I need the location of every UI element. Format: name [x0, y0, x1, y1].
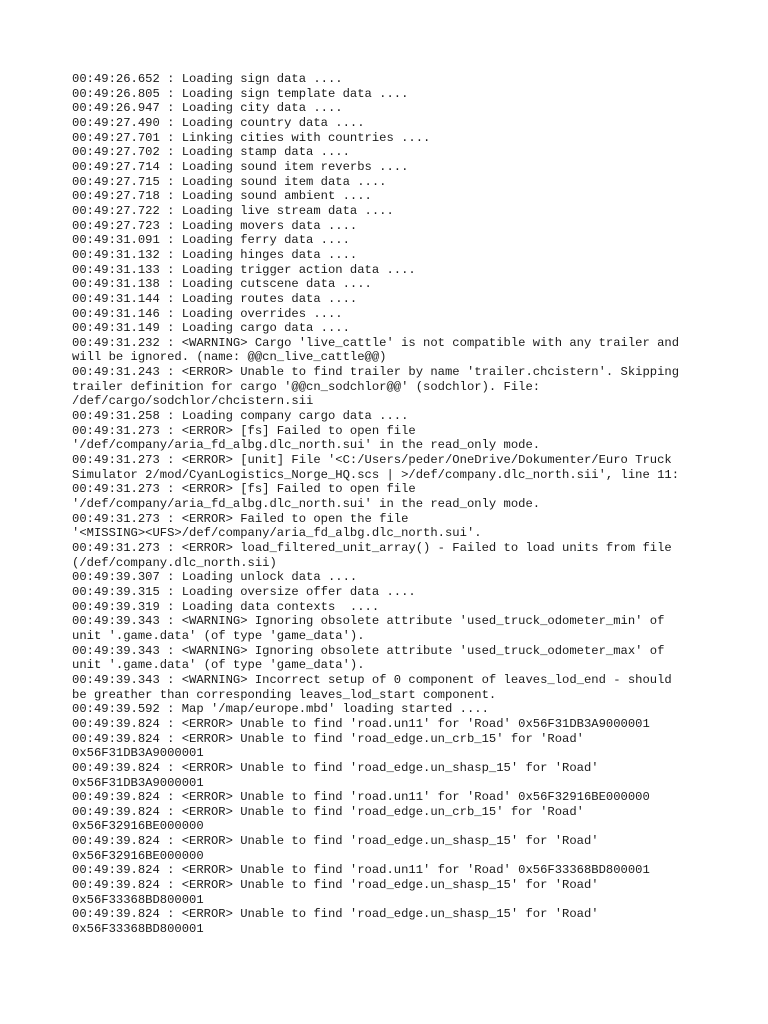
- log-line: 00:49:39.315 : Loading oversize offer data ....: [72, 584, 416, 599]
- log-line: 00:49:39.343 : <WARNING> Ignoring obsolete attribute 'used_truck_odometer_min' of unit '.game.data' (of type 'game_data').: [72, 614, 665, 643]
- log-line: 00:49:39.319 : Loading data contexts ....: [72, 599, 380, 614]
- log-line: 00:49:27.718 : Loading sound ambient ....: [72, 189, 372, 204]
- log-line: 00:49:31.146 : Loading overrides ....: [72, 306, 343, 321]
- log-line: 00:49:31.149 : Loading cargo data ....: [72, 321, 350, 336]
- log-line: 00:49:27.714 : Loading sound item reverbs ....: [72, 159, 409, 174]
- log-line: 00:49:31.132 : Loading hinges data ....: [72, 247, 358, 262]
- log-line: 00:49:39.824 : <ERROR> Unable to find 'road.un11' for 'Road' 0x56F32916BE000000: [72, 790, 650, 805]
- log-line: 00:49:39.824 : <ERROR> Unable to find 'road_edge.un_shasp_15' for 'Road' 0x56F33368BD800001: [72, 907, 599, 937]
- log-line: 00:49:39.824 : <ERROR> Unable to find 'road_edge.un_crb_15' for 'Road' 0x56F32916BE000000: [72, 804, 584, 834]
- log-line: 00:49:31.258 : Loading company cargo data ....: [72, 409, 409, 424]
- log-line: 00:49:27.490 : Loading country data ....: [72, 115, 365, 130]
- log-line: 00:49:31.232 : <WARNING> Cargo 'live_cattle' is not compatible with any trailer and will be ignored. (name: @@cn_live_cattle@@): [72, 335, 680, 365]
- log-line: 00:49:31.273 : <ERROR> [fs] Failed to open file '/def/company/aria_fd_albg.dlc_north.sui' in the read_only mode.: [72, 423, 541, 453]
- log-line: 00:49:27.723 : Loading movers data ....: [72, 218, 358, 233]
- log-line: 00:49:27.701 : Linking cities with countries ....: [72, 130, 431, 145]
- log-line: 00:49:39.824 : <ERROR> Unable to find 'road_edge.un_crb_15' for 'Road' 0x56F31DB3A9000001: [72, 731, 584, 761]
- log-line: 00:49:31.144 : Loading routes data ....: [72, 291, 358, 306]
- log-line: 00:49:31.273 : <ERROR> Failed to open the file '<MISSING><UFS>/def/company/aria_fd_albg.dlc_north.sui'.: [72, 511, 482, 541]
- log-line: 00:49:39.307 : Loading unlock data ....: [72, 570, 358, 585]
- log-line: 00:49:31.133 : Loading trigger action data ....: [72, 262, 416, 277]
- log-line: 00:49:39.343 : <WARNING> Incorrect setup of 0 component of leaves_lod_end - should be greather than corresponding leaves_lod_start component.: [72, 672, 672, 702]
- log-line: 00:49:26.805 : Loading sign template data ....: [72, 86, 409, 101]
- log-line: 00:49:31.273 : <ERROR> [fs] Failed to open file '/def/company/aria_fd_albg.dlc_north.sui' in the read_only mode.: [72, 482, 541, 512]
- log-line: 00:49:31.243 : <ERROR> Unable to find trailer by name 'trailer.chcistern'. Skipping trailer definition for cargo '@@cn_sodchlor@@' (sodchlor). File: /def/cargo/sodchlor/chcistern.sii: [72, 365, 680, 409]
- log-line: 00:49:39.824 : <ERROR> Unable to find 'road_edge.un_shasp_15' for 'Road' 0x56F31DB3A9000001: [72, 760, 599, 790]
- log-line: 00:49:31.091 : Loading ferry data ....: [72, 233, 350, 248]
- log-line: 00:49:27.722 : Loading live stream data ....: [72, 203, 394, 218]
- log-line: 00:49:27.715 : Loading sound item data ....: [72, 174, 387, 189]
- log-line: 00:49:26.947 : Loading city data ....: [72, 101, 343, 116]
- log-line: 00:49:31.273 : <ERROR> load_filtered_unit_array() - Failed to load units from file (/def/company.dlc_north.sii): [72, 541, 672, 570]
- log-line: 00:49:27.702 : Loading stamp data ....: [72, 145, 350, 160]
- log-line: 00:49:39.824 : <ERROR> Unable to find 'road_edge.un_shasp_15' for 'Road' 0x56F32916BE000000: [72, 834, 599, 863]
- log-line: 00:49:39.824 : <ERROR> Unable to find 'road.un11' for 'Road' 0x56F31DB3A9000001: [72, 716, 650, 731]
- log-line: 00:49:39.824 : <ERROR> Unable to find 'road_edge.un_shasp_15' for 'Road' 0x56F33368BD800001: [72, 878, 599, 907]
- log-line: 00:49:31.273 : <ERROR> [unit] File '<C:/Users/peder/OneDrive/Dokumenter/Euro Truck Simulator 2/mod/CyanLogistics_Norge_HQ.scs | >/def/company.dlc_north.sii', line 11:: [72, 453, 680, 482]
- log-line: 00:49:31.138 : Loading cutscene data ....: [72, 277, 372, 292]
- log-document: [72, 72, 702, 937]
- log-line: 00:49:39.343 : <WARNING> Ignoring obsolete attribute 'used_truck_odometer_max' of unit '.game.data' (of type 'game_data').: [72, 643, 665, 673]
- log-line: 00:49:39.592 : Map '/map/europe.mbd' loading started ....: [72, 702, 489, 717]
- log-line: 00:49:39.824 : <ERROR> Unable to find 'road.un11' for 'Road' 0x56F33368BD800001: [72, 863, 650, 878]
- log-line: 00:49:26.652 : Loading sign data ....: [72, 72, 343, 86]
